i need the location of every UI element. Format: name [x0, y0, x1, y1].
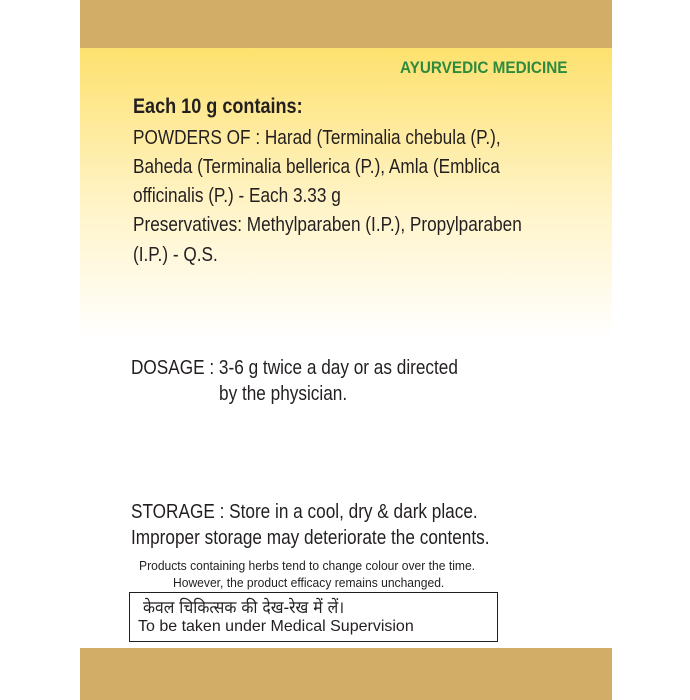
- dosage-text: DOSAGE : 3-6 g twice a day or as directed: [131, 357, 458, 379]
- composition-line: Baheda (Terminalia bellerica (P.), Amla (Emblica: [133, 156, 500, 178]
- composition-line: Preservatives: Methylparaben (I.P.), Propylparaben: [133, 214, 522, 236]
- brand-tag: AYURVEDIC MEDICINE: [400, 58, 568, 77]
- supervision-english: To be taken under Medical Supervision: [138, 618, 414, 635]
- composition-line: (I.P.) - Q.S.: [133, 244, 218, 266]
- composition-heading: Each 10 g contains:: [133, 95, 303, 118]
- storage-text: STORAGE : Store in a cool, dry & dark place.: [131, 501, 478, 523]
- storage-warning: Improper storage may deteriorate the contents.: [131, 527, 490, 549]
- medical-supervision-box: [129, 592, 498, 642]
- supervision-hindi: केवल चिकित्सक की देख-रेख में लें।: [143, 598, 345, 618]
- herb-colour-note: Products containing herbs tend to change colour over the time.: [139, 558, 476, 573]
- dosage-text-cont: by the physician.: [219, 383, 348, 405]
- composition-line: POWDERS OF : Harad (Terminalia chebula (P.),: [133, 127, 501, 149]
- composition-line: officinalis (P.) - Each 3.33 g: [133, 185, 341, 207]
- efficacy-note: However, the product efficacy remains unchanged.: [173, 575, 445, 590]
